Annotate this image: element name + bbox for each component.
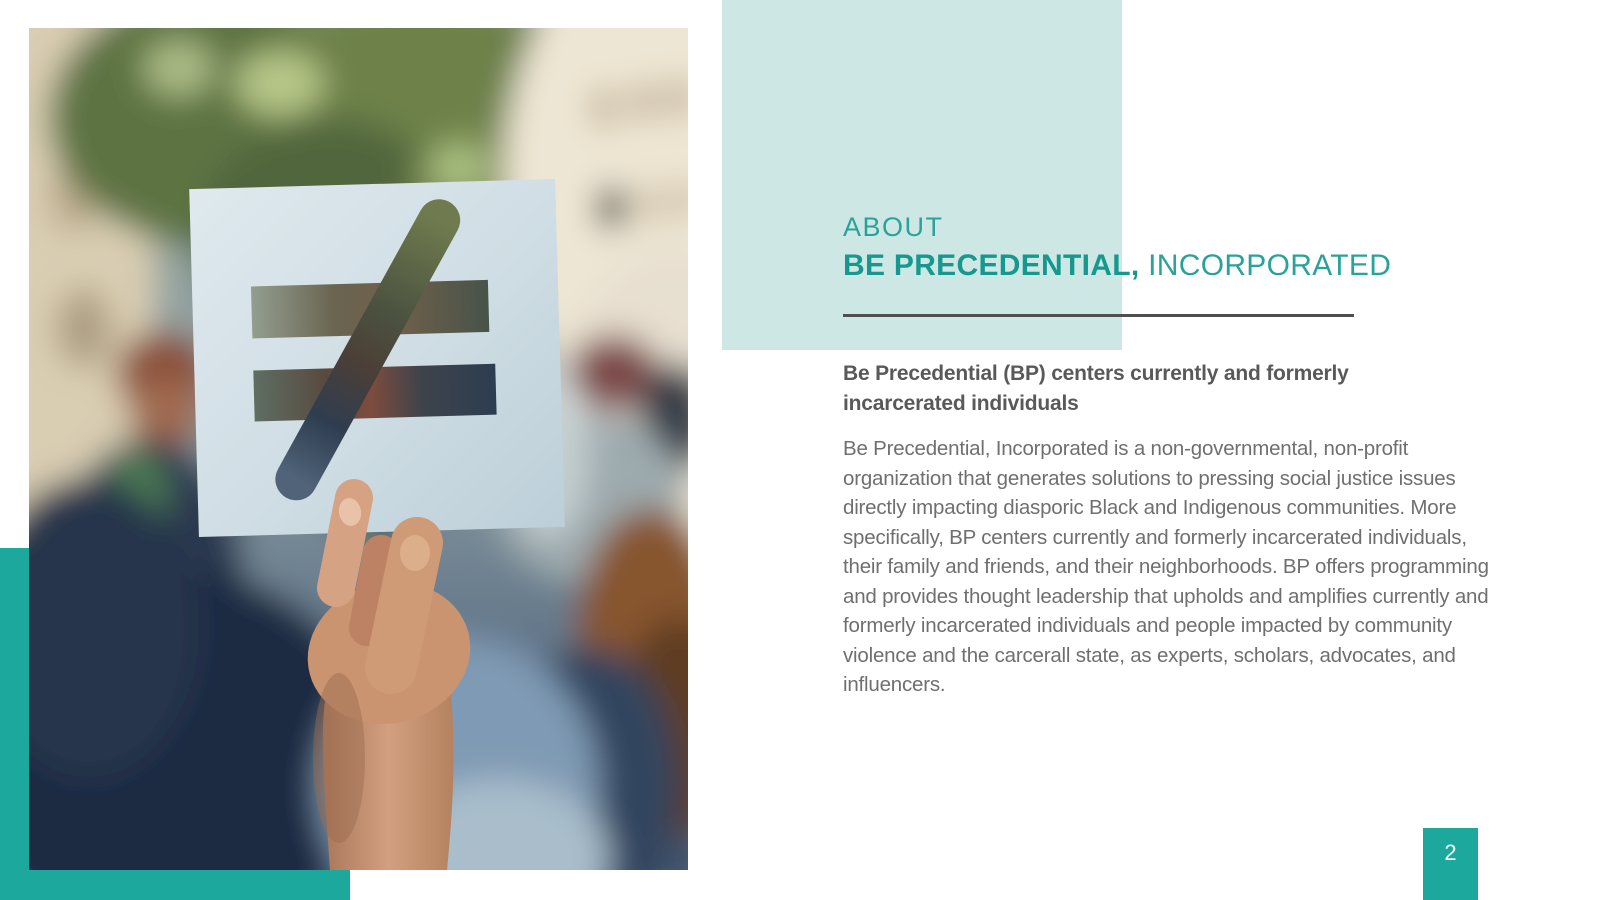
equality-photo	[29, 28, 688, 870]
page-title-bold: BE PRECEDENTIAL,	[843, 249, 1140, 282]
page-number: 2	[1444, 840, 1457, 865]
paper-cutout	[189, 179, 565, 537]
page-title-regular: INCORPORATED	[1139, 249, 1392, 282]
page-title	[843, 248, 1503, 283]
body-paragraph: Be Precedential, Incorporated is a non-governmental, non-profit organization that generates solutions to pressing social justice issues directly impacting diasporic Black and Indigenous communities. More specifically, BP centers currently and formerly incarcerated individuals, their family and friends, and their neighborhoods. BP offers programming and provides thought leadership that upholds and amplifies currently and formerly incarcerated individuals and people impacted by community violence and the carcerall state, as experts, scholars, advocates, and influencers.	[843, 437, 1489, 696]
lead-paragraph: Be Precedential (BP) centers currently and formerly incarcerated individuals	[843, 362, 1349, 415]
equality-photo-art	[29, 28, 688, 870]
page-number-badge	[1423, 828, 1478, 900]
divider-line	[843, 314, 1354, 317]
section-eyebrow: ABOUT	[843, 212, 944, 242]
about-section	[843, 212, 1503, 700]
